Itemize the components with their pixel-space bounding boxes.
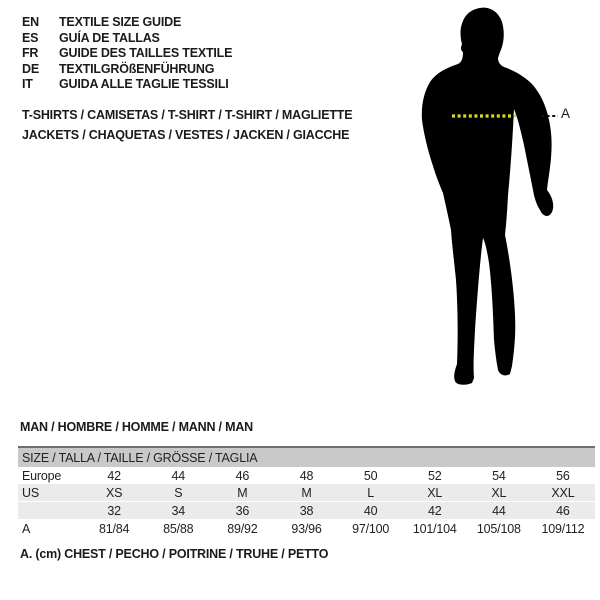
- section-title-man: MAN / HOMBRE / HOMME / MANN / MAN: [20, 420, 253, 434]
- language-code: DE: [22, 61, 39, 76]
- category-lines: [22, 105, 352, 145]
- table-cell: 54: [492, 468, 506, 483]
- table-cell: 44: [171, 468, 186, 483]
- measurement-footnote: A. (cm) CHEST / PECHO / POITRINE / TRUHE / PETTO: [20, 547, 329, 561]
- language-code: EN: [22, 15, 39, 29]
- table-row: [18, 520, 595, 538]
- table-cell: 52: [427, 468, 442, 483]
- row-label: A: [22, 521, 31, 536]
- table-cell: 56: [556, 468, 570, 483]
- table-cell: 109/112: [541, 521, 585, 536]
- man-silhouette-svg: [400, 0, 600, 400]
- row-label: US: [18, 484, 82, 502]
- table-cell: 36: [210, 502, 274, 520]
- language-code: IT: [22, 77, 33, 91]
- size-table-body: [18, 467, 595, 537]
- table-cell: 50: [363, 468, 378, 483]
- language-row-fr: [22, 46, 232, 62]
- table-cell: XS: [82, 484, 146, 502]
- language-code: FR: [22, 46, 39, 60]
- table-cell: 46: [235, 468, 250, 483]
- table-cell: L: [339, 484, 403, 502]
- table-cell: 85/88: [163, 521, 194, 536]
- measurement-label-a: A: [561, 106, 571, 121]
- table-cell: S: [146, 484, 210, 502]
- language-label: GUIDE DES TAILLES TEXTILE: [59, 46, 233, 60]
- table-row: [18, 484, 595, 502]
- table-cell: 89/92: [227, 521, 258, 536]
- table-cell: 97/100: [352, 521, 390, 536]
- table-cell: 93/96: [291, 521, 322, 536]
- man-silhouette-figure: [400, 0, 600, 400]
- size-table-header-row: [18, 447, 595, 467]
- category-line-jackets: JACKETS / CHAQUETAS / VESTES / JACKEN / GIACCHE: [22, 128, 350, 142]
- table-cell: XXL: [531, 484, 595, 502]
- table-cell: 48: [299, 468, 314, 483]
- table-cell: 101/104: [412, 521, 457, 536]
- language-list: [22, 15, 232, 93]
- table-cell: 105/108: [476, 521, 521, 536]
- language-label: TEXTILE SIZE GUIDE: [59, 15, 182, 29]
- table-cell: 44: [467, 502, 531, 520]
- table-cell: 46: [531, 502, 595, 520]
- table-cell: 42: [107, 468, 121, 483]
- row-label: [18, 502, 82, 520]
- table-cell: 81/84: [99, 521, 130, 536]
- row-label: Europe: [22, 468, 62, 483]
- table-cell: M: [274, 484, 338, 502]
- table-cell: M: [210, 484, 274, 502]
- language-row-en: [22, 15, 232, 31]
- table-cell: 32: [82, 502, 146, 520]
- category-line-tshirts: T-SHIRTS / CAMISETAS / T-SHIRT / T-SHIRT / MAGLIETTE: [22, 108, 353, 122]
- language-label: GUÍA DE TALLAS: [59, 30, 160, 45]
- table-cell: XL: [403, 484, 467, 502]
- language-label: GUIDA ALLE TAGLIE TESSILI: [59, 77, 229, 91]
- table-cell: 34: [146, 502, 210, 520]
- size-table: [18, 446, 595, 537]
- language-code: ES: [22, 30, 39, 45]
- man-silhouette-path: [422, 8, 553, 385]
- table-cell: 40: [339, 502, 403, 520]
- language-row-it: [22, 77, 232, 93]
- language-row-es: [22, 31, 232, 47]
- language-row-de: [22, 62, 232, 78]
- size-table-header: SIZE / TALLA / TAILLE / GRÖSSE / TAGLIA: [18, 447, 595, 467]
- table-cell: XL: [467, 484, 531, 502]
- table-cell: 42: [403, 502, 467, 520]
- table-row: [18, 502, 595, 520]
- table-cell: 38: [274, 502, 338, 520]
- language-label: TEXTILGRÖßENFÜHRUNG: [59, 61, 215, 76]
- table-row: [18, 467, 595, 484]
